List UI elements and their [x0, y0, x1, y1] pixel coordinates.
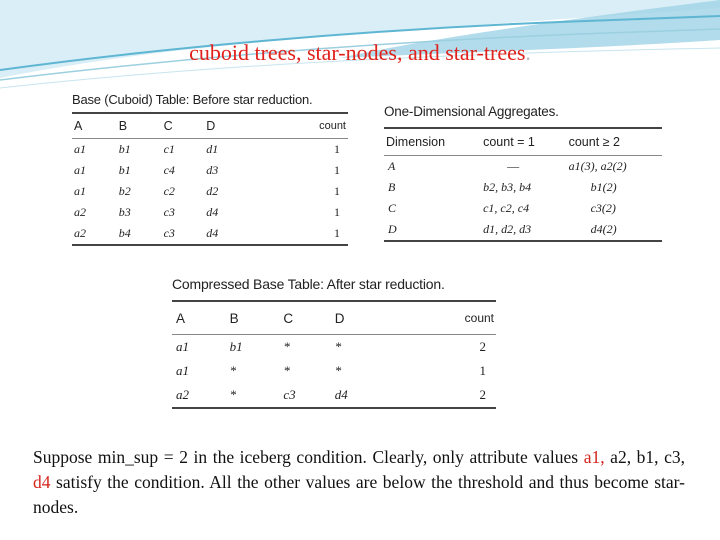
base-cell: d2	[206, 184, 219, 198]
table-row	[172, 383, 496, 408]
one-dim-header: Dimension	[384, 129, 481, 156]
paragraph-text: a2, b1, c3,	[604, 446, 685, 467]
base-table-header: B	[117, 114, 162, 139]
base-cell: b1	[118, 163, 131, 177]
base-cell: c3	[162, 223, 205, 245]
base-table	[72, 114, 348, 246]
compressed-cell: *	[283, 363, 290, 378]
slide-title	[0, 40, 720, 66]
compressed-cell: a1	[176, 363, 189, 378]
one-dim-cell: d4(2)	[567, 219, 662, 241]
one-dim-header: count = 1	[481, 129, 567, 156]
paragraph-text: satisfy the condition. All the other values are below the threshold and thus become star-nodes.	[33, 471, 685, 517]
compressed-cell: c3	[279, 383, 330, 408]
one-dim-cell: b1(2)	[590, 180, 617, 194]
one-dim-table-panel	[384, 101, 662, 242]
base-table-header: count	[249, 114, 348, 139]
table-row	[72, 202, 348, 223]
compressed-cell: *	[226, 383, 280, 408]
base-cell: d1	[206, 142, 219, 156]
base-cell: a1	[74, 163, 86, 177]
compressed-cell: *	[334, 339, 342, 354]
base-table-panel	[72, 90, 348, 246]
base-cell: c2	[163, 184, 175, 198]
compressed-table-panel	[172, 270, 496, 409]
base-table-header: A	[72, 114, 117, 139]
one-dim-table	[384, 129, 662, 242]
compressed-header: count	[384, 302, 496, 335]
table-row	[172, 359, 496, 383]
table-row	[384, 219, 662, 241]
one-dim-cell: c3(2)	[590, 201, 616, 215]
compressed-cell: 2	[479, 339, 486, 354]
base-cell: b2	[118, 184, 131, 198]
one-dim-cell: D	[384, 219, 481, 241]
compressed-header: D	[331, 302, 385, 335]
compressed-header: B	[226, 302, 280, 335]
slide-title-dot: .	[525, 40, 531, 65]
compressed-cell: b1	[229, 339, 243, 354]
base-cell: d4	[204, 223, 249, 245]
one-dim-cell: a1(3), a2(2)	[568, 159, 627, 173]
base-table-header: D	[204, 114, 249, 139]
base-cell: 1	[334, 142, 340, 156]
paragraph-highlight: d4	[33, 471, 51, 492]
table-row	[172, 335, 496, 360]
one-dim-cell: —	[507, 159, 520, 173]
compressed-cell: a1	[176, 339, 189, 354]
base-cell: a2	[72, 223, 117, 245]
compressed-cell: *	[283, 339, 290, 354]
table-row	[72, 160, 348, 181]
base-cell: c4	[163, 163, 175, 177]
one-dim-header: count ≥ 2	[567, 129, 662, 156]
base-cell: b3	[118, 205, 131, 219]
base-cell: b1	[118, 142, 131, 156]
compressed-cell: *	[334, 363, 342, 378]
compressed-header: C	[279, 302, 330, 335]
base-cell: 1	[334, 205, 340, 219]
table-row	[384, 177, 662, 198]
base-cell: a1	[74, 142, 86, 156]
base-cell: c3	[163, 205, 175, 219]
table-row	[72, 223, 348, 245]
one-dim-cell: A	[388, 159, 396, 173]
one-dim-table-caption: One-Dimensional Aggregates.	[384, 101, 662, 129]
compressed-header: A	[172, 302, 226, 335]
one-dim-cell: C	[388, 201, 397, 215]
table-row	[384, 198, 662, 219]
slide-title-text: cuboid trees, star-nodes, and star-trees	[189, 40, 526, 65]
base-cell: a2	[74, 205, 86, 219]
base-cell: 1	[334, 184, 340, 198]
base-table-caption: Base (Cuboid) Table: Before star reduction.	[72, 90, 348, 114]
one-dim-cell: b2, b3, b4	[483, 180, 532, 194]
base-cell: 1	[334, 163, 340, 177]
compressed-cell: *	[229, 363, 237, 378]
base-table-header: C	[162, 114, 205, 139]
paragraph-text: Suppose min_sup = 2 in the iceberg condition. Clearly, only attribute values	[33, 446, 584, 467]
base-cell: 1	[249, 223, 348, 245]
base-cell: b4	[117, 223, 162, 245]
compressed-cell: d4	[331, 383, 385, 408]
base-cell: c1	[163, 142, 175, 156]
base-cell: d4	[206, 205, 219, 219]
one-dim-cell: d1, d2, d3	[481, 219, 567, 241]
compressed-table-caption: Compressed Base Table: After star reduction.	[172, 270, 496, 302]
compressed-cell: 1	[479, 363, 486, 378]
table-row	[384, 156, 662, 178]
one-dim-cell: B	[388, 180, 396, 194]
paragraph-highlight: a1,	[583, 446, 605, 467]
compressed-table	[172, 302, 496, 409]
explanation-paragraph	[33, 445, 685, 520]
base-cell: a1	[74, 184, 86, 198]
table-row	[72, 139, 348, 161]
one-dim-cell: c1, c2, c4	[483, 201, 530, 215]
compressed-cell: a2	[172, 383, 226, 408]
table-row	[72, 181, 348, 202]
compressed-cell: 2	[384, 383, 496, 408]
base-cell: d3	[206, 163, 219, 177]
